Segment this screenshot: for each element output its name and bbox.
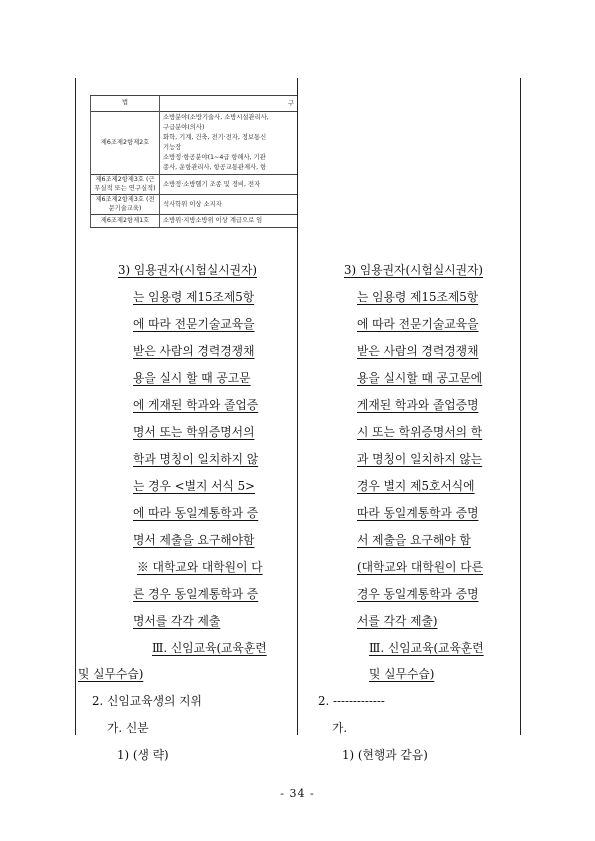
left-text-line: 는 경우 <별지 서식 5>: [133, 479, 256, 493]
table-row-content: [160, 215, 298, 228]
left-text-line: 에 따라 동일계통학과 증: [133, 506, 259, 520]
right-text-line: 게재된 학과와 졸업증명: [357, 398, 479, 412]
right-text-line: 는 임용령 제15조제5항: [357, 290, 479, 304]
table-row: [91, 175, 298, 195]
right-text-line: 1) (현행과 같음): [342, 748, 428, 762]
table-row: [91, 195, 298, 215]
right-text-line: Ⅲ. 신임교육(교육훈련: [369, 641, 484, 655]
left-text-line: 2. 신임교육생의 지위: [92, 694, 202, 708]
left-text-line: Ⅲ. 신임교육(교육훈련: [152, 641, 267, 655]
left-text-line: 에 따라 전문기술교육을: [133, 317, 255, 331]
table-row-label: 제6조제2항제2호: [91, 112, 160, 175]
table-row-content: [160, 175, 298, 195]
table-row-label: 제6조제2항제3호 (근무실적 또는 연구실적): [91, 175, 160, 195]
table-cell-line: 소방위·지방소방위 이상 계급으로 임: [163, 217, 263, 224]
right-text-line: 및 실무수습): [369, 667, 435, 681]
right-text-line: 시 또는 학위증명서의 학: [357, 425, 483, 439]
right-text-line: 서 제출을 요구해야 함: [357, 533, 471, 547]
table-cell-line: 소방정·소방헬기 조종 및 정비, 전자: [163, 180, 261, 188]
left-text-line: 가. 신분: [107, 721, 149, 735]
right-text-line: 경우 동일계통학과 증명: [357, 587, 479, 601]
page-number: - 34 -: [280, 787, 315, 800]
right-text-line: 따라 동일계통학과 증명: [357, 506, 479, 520]
left-text-line: 학과 명칭이 일치하지 않: [133, 452, 259, 466]
regulation-table: [90, 95, 297, 228]
right-text-line: 경우 별지 제5호서식에: [357, 479, 475, 493]
table-cell-line: 소방정·항공분야(1~4급 항해사, 기관: [163, 154, 266, 161]
table-row-content: [160, 195, 298, 215]
left-text-line: 및 실무수습): [78, 667, 144, 681]
table-row: [91, 112, 298, 175]
table-cell-line: 구급분야(의사): [163, 124, 205, 131]
table-row: [91, 215, 298, 228]
right-text-line: (대학교와 대학원이 다른: [357, 560, 484, 574]
table-row-label: 제6조제2항제3호 (전문기술교육): [91, 195, 160, 215]
right-text-line: 3) 임용권자(시험실시권자): [344, 263, 484, 277]
table-cell-line: 화학, 기계, 건축, 전기·전자, 정보통신: [163, 134, 267, 141]
table-header-law: 법: [91, 96, 160, 112]
left-text-line: 른 경우 동일계통학과 증: [133, 587, 259, 601]
table-row-content: [160, 112, 298, 175]
right-text-line: 2. -------------: [318, 694, 385, 708]
left-text-line: 명서를 각각 제출: [133, 614, 221, 628]
table-cell-line: 종사, 운항관리사, 항공교통관제사, 항: [163, 164, 267, 171]
left-text-line: ※ 대학교와 대학원이 다: [137, 560, 263, 574]
left-text-line: 명서 제출을 요구해야함: [133, 533, 255, 547]
left-text-line: 는 임용령 제15조제5항: [133, 290, 255, 304]
table-row-label: 제6조제2항제1호: [91, 215, 160, 228]
table-header-row: [91, 96, 298, 112]
right-border: [520, 78, 521, 735]
right-text-line: 과 명칭이 일치하지 않는: [357, 452, 483, 466]
right-text-line: 가.: [332, 721, 348, 735]
left-text-line: 1) (생 략): [117, 748, 169, 762]
left-text-line: 용을 실시 할 때 공고문: [133, 371, 251, 385]
right-text-line: 서를 각각 제출): [357, 614, 438, 628]
right-text-line: 받은 사람의 경력경쟁채: [357, 344, 479, 358]
left-text-line: 받은 사람의 경력경쟁채: [133, 344, 255, 358]
column-divider: [297, 78, 298, 735]
left-text-line: 명서 또는 학위증명서의: [133, 425, 255, 439]
right-text-line: 에 따라 전문기술교육을: [357, 317, 479, 331]
left-text-line: 3) 임용권자(시험실시권자): [118, 263, 258, 277]
table-header-category: 구: [160, 96, 298, 112]
table-cell-line: 기능장: [163, 144, 182, 151]
left-border: [75, 78, 76, 735]
table-cell-line: 소방분야(소방기술사, 소방시설관리사,: [163, 114, 269, 121]
right-text-line: 용을 실시할 때 공고문에: [357, 371, 483, 385]
table-cell-line: 석사학위 이상 소지자: [163, 200, 222, 208]
left-text-line: 에 게재된 학과와 졸업증: [133, 398, 259, 412]
